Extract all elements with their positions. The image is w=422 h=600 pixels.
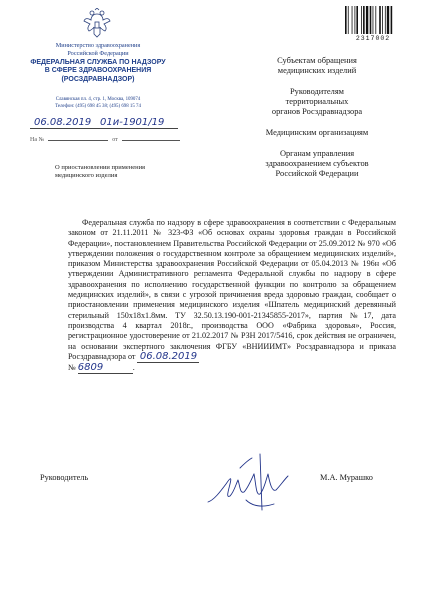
agency-name bbox=[26, 59, 170, 84]
agency-line: ФЕДЕРАЛЬНАЯ СЛУЖБА ПО НАДЗОРУ bbox=[30, 59, 166, 66]
recipient-line: Медицинским организациям bbox=[265, 128, 369, 137]
agency-line: В СФЕРЕ ЗДРАВООХРАНЕНИЯ bbox=[44, 67, 152, 75]
recipient-line: здравоохранением субъектов bbox=[265, 159, 369, 168]
recipient-line: территориальных bbox=[285, 97, 349, 106]
subject-line: медицинского изделия bbox=[55, 172, 118, 179]
barcode-bar bbox=[373, 6, 374, 34]
letter-subject bbox=[55, 164, 175, 180]
reference-line bbox=[30, 137, 180, 143]
barcode-bar bbox=[355, 6, 356, 34]
barcode-bar bbox=[385, 6, 386, 34]
barcode-bar bbox=[391, 6, 393, 34]
order-number-field bbox=[78, 363, 133, 374]
ministry-line: Российской Федерации bbox=[67, 49, 129, 57]
registration-underline bbox=[30, 128, 178, 129]
registration-line bbox=[30, 117, 178, 129]
recipient-line: Руководителям bbox=[290, 87, 344, 96]
barcode-bar bbox=[366, 6, 368, 34]
recipient-line: Субъектам обращения bbox=[277, 56, 357, 65]
address-line: Телефон: (495) 698 45 38; (495) 698 15 74 bbox=[55, 103, 141, 109]
barcode-bar bbox=[352, 6, 353, 34]
agency-address bbox=[30, 97, 166, 110]
ot-blank bbox=[122, 140, 180, 141]
order-date-field bbox=[137, 352, 199, 363]
double-headed-eagle-emblem-icon bbox=[83, 8, 111, 40]
barcode-bar bbox=[356, 6, 358, 34]
barcode-bar bbox=[370, 6, 372, 34]
barcode-bar bbox=[382, 6, 383, 34]
barcode-icon bbox=[344, 6, 402, 34]
na-blank bbox=[48, 140, 108, 141]
ot-label: от bbox=[112, 137, 118, 143]
subject-line: О приостановлении применения bbox=[55, 164, 146, 171]
order-date: 06.08.2019 bbox=[139, 350, 198, 362]
address-line: Славянская пл. 4, стр. 1, Москва, 109074 bbox=[55, 97, 141, 102]
recipient bbox=[232, 87, 402, 117]
number-prefix: № bbox=[68, 363, 76, 373]
order-number: 6809 bbox=[77, 362, 104, 374]
body-text: Федеральная служба по надзору в сфере здравоохранения в соответствии с Федеральным законом от 21.11.2011 № 323-ФЗ «Об основах охраны здоровья граждан в Российской Федерации», постановлением Правительства Российской Федерации от 25.09.2012 № 970 «Об утверждении положения о государственном контроле за обращением медицинских изделий», приказом Министерства здравоохранения Российской Федерации от 05.04.2013 № 196н «Об утверждении Административного регламента Федеральной службы по надзору в сфере здравоохранения по исполнению государственной функции по контролю за обращением медицинских изделий», в связи с угрозой причинения вреда здоровью граждан, сообщает о приостановлении применения медицинского изделия «Шпатель медицинский деревянный стерильный 150х18х1.8мм. ТУ 32.50.13.190-001-21345855-2017», партия №17, дата производства 4 квартал 2018г., производства ООО «Фабрика здоровья», Россия, регистрационное удостоверение от 21.02.2017 № РЗН 2017/5416, срок действия не ограничен, на основании экспертного заключения ФГБУ «ВНИИИМТ» Росздравнадзора и приказа Росздравнадзора от bbox=[68, 218, 396, 361]
letter-body bbox=[68, 218, 396, 374]
barcode-bar bbox=[348, 6, 349, 34]
recipient-line: медицинских изделий bbox=[277, 66, 357, 75]
order-number-line bbox=[68, 363, 135, 374]
barcode-bar bbox=[387, 6, 389, 34]
handwritten-signature bbox=[200, 440, 310, 520]
recipient bbox=[232, 128, 402, 138]
recipient-line: Органам управления bbox=[279, 149, 355, 158]
registration-date: 06.08.2019 bbox=[34, 117, 92, 128]
registration-number: 01и-1901/19 bbox=[100, 117, 165, 128]
barcode-bar bbox=[375, 6, 376, 34]
ministry-line: Министерство здравоохранения bbox=[55, 42, 141, 49]
recipient-line: Российской Федерации bbox=[275, 169, 359, 178]
na-label: На № bbox=[30, 137, 45, 143]
barcode-bar bbox=[361, 6, 362, 34]
recipient-line: органов Росздравнадзора bbox=[271, 107, 363, 116]
barcode-number: 2317002 bbox=[355, 35, 391, 42]
recipient bbox=[232, 149, 402, 179]
barcode-bar bbox=[345, 6, 347, 34]
recipient bbox=[232, 56, 402, 76]
agency-line: (РОСЗДРАВНАДЗОР) bbox=[61, 75, 135, 83]
barcode-bar bbox=[379, 6, 381, 34]
signatory-role: Руководитель bbox=[40, 473, 89, 482]
ministry-name bbox=[30, 42, 166, 57]
barcode-bar bbox=[363, 6, 365, 34]
signatory-name: М.А. Мурашко bbox=[320, 473, 373, 482]
recipients-block bbox=[232, 56, 402, 190]
body-tail: . bbox=[132, 363, 135, 373]
